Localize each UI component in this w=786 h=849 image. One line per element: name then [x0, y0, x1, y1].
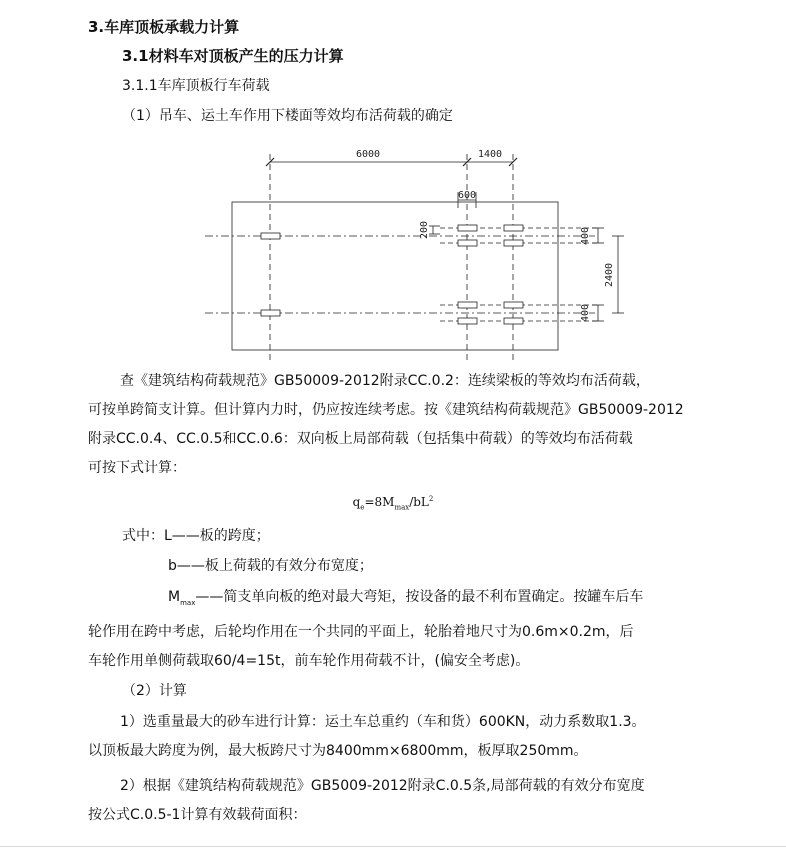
- rear-wheel: [458, 302, 477, 308]
- formula-sup: 2: [428, 495, 434, 503]
- item-1-title: （1）吊车、运土车作用下楼面等效均布活荷载的确定: [122, 108, 453, 124]
- dim-label-400-top: 400: [580, 226, 591, 246]
- dim-label-1400: 1400: [477, 149, 503, 160]
- text-line: 轮作用在跨中考虑，后轮均作用在一个共同的平面上，轮胎着地尺寸为0.6m×0.2m，后: [88, 623, 634, 640]
- paragraph-calc-1: [88, 708, 713, 766]
- truck-load-layout-diagram: [0, 142, 786, 362]
- rear-wheel: [504, 302, 523, 308]
- paragraph-mmax: [88, 583, 713, 676]
- paragraph-code-reference: [88, 367, 713, 483]
- text-line: 车轮作用单侧荷载取60/4=15t，前车轮作用荷载不计，(偏安全考虑)。: [88, 652, 530, 669]
- text-line: 可按单跨简支计算。但计算内力时，仍应按连续考虑。按《建筑结构荷载规范》GB50009-2012: [88, 402, 684, 418]
- rear-wheel: [504, 225, 523, 231]
- formula-m-sub: max: [394, 503, 410, 512]
- rear-wheel: [458, 318, 477, 324]
- where-L: 式中：L——板的跨度；: [122, 528, 270, 544]
- formula-eq: =8M: [364, 495, 395, 509]
- section-heading-3-1: 3.1材料车对顶板产生的压力计算: [122, 47, 344, 65]
- mmax-symbol: $M_{max}$: [168, 589, 196, 607]
- text-line: ——简支单向板的绝对最大弯矩，按设备的最不利布置确定。按罐车后车: [195, 589, 644, 605]
- dim-label-600: 600: [457, 190, 477, 201]
- front-wheel-top: [261, 233, 280, 239]
- text-line: 以顶板最大跨度为例，最大板跨尺寸为8400mm×6800mm，板厚取250mm。: [88, 743, 588, 759]
- text-line: 1）选重量最大的砂车进行计算：运土车总重约（车和货）600KN，动力系数取1.3。: [120, 714, 646, 730]
- dim-label-200: 200: [419, 220, 430, 240]
- item-2-title: （2）计算: [122, 683, 187, 699]
- dim-label-400-bottom: 400: [580, 303, 591, 323]
- rear-wheel: [504, 240, 523, 246]
- rear-wheel: [504, 318, 523, 324]
- dim-label-2400: 2400: [604, 262, 615, 288]
- formula-q: q: [352, 495, 361, 509]
- formula-equivalent-load: [0, 495, 786, 511]
- rear-wheel: [458, 225, 477, 231]
- dim-label-6000: 6000: [355, 149, 381, 160]
- section-heading-3-1-1: 3.1.1车库顶板行车荷载: [122, 78, 270, 94]
- formula-tail: /bL: [409, 495, 429, 509]
- formula-q-sub: e: [360, 503, 365, 512]
- where-b: b——板上荷载的有效分布宽度；: [168, 558, 373, 574]
- front-wheel-bottom: [261, 310, 280, 316]
- text-line: 附录CC.0.4、CC.0.5和CC.0.6：双向板上局部荷载（包括集中荷载）的等效均布活荷载: [88, 431, 633, 447]
- rear-wheel: [458, 240, 477, 246]
- paragraph-calc-2: [88, 772, 713, 830]
- text-line: 查《建筑结构荷载规范》GB50009-2012附录CC.0.2：连续梁板的等效均布活荷载，: [120, 373, 650, 389]
- text-line: 按公式C.0.5-1计算有效载荷面积：: [88, 807, 307, 823]
- section-heading-3: 3.车库顶板承载力计算: [88, 18, 240, 36]
- plate-outline: [232, 202, 558, 350]
- page-bottom-rule: [0, 846, 786, 847]
- text-line: 2）根据《建筑结构荷载规范》GB5009-2012附录C.0.5条,局部荷载的有效分布宽度: [120, 778, 645, 794]
- text-line: 可按下式计算：: [88, 460, 186, 476]
